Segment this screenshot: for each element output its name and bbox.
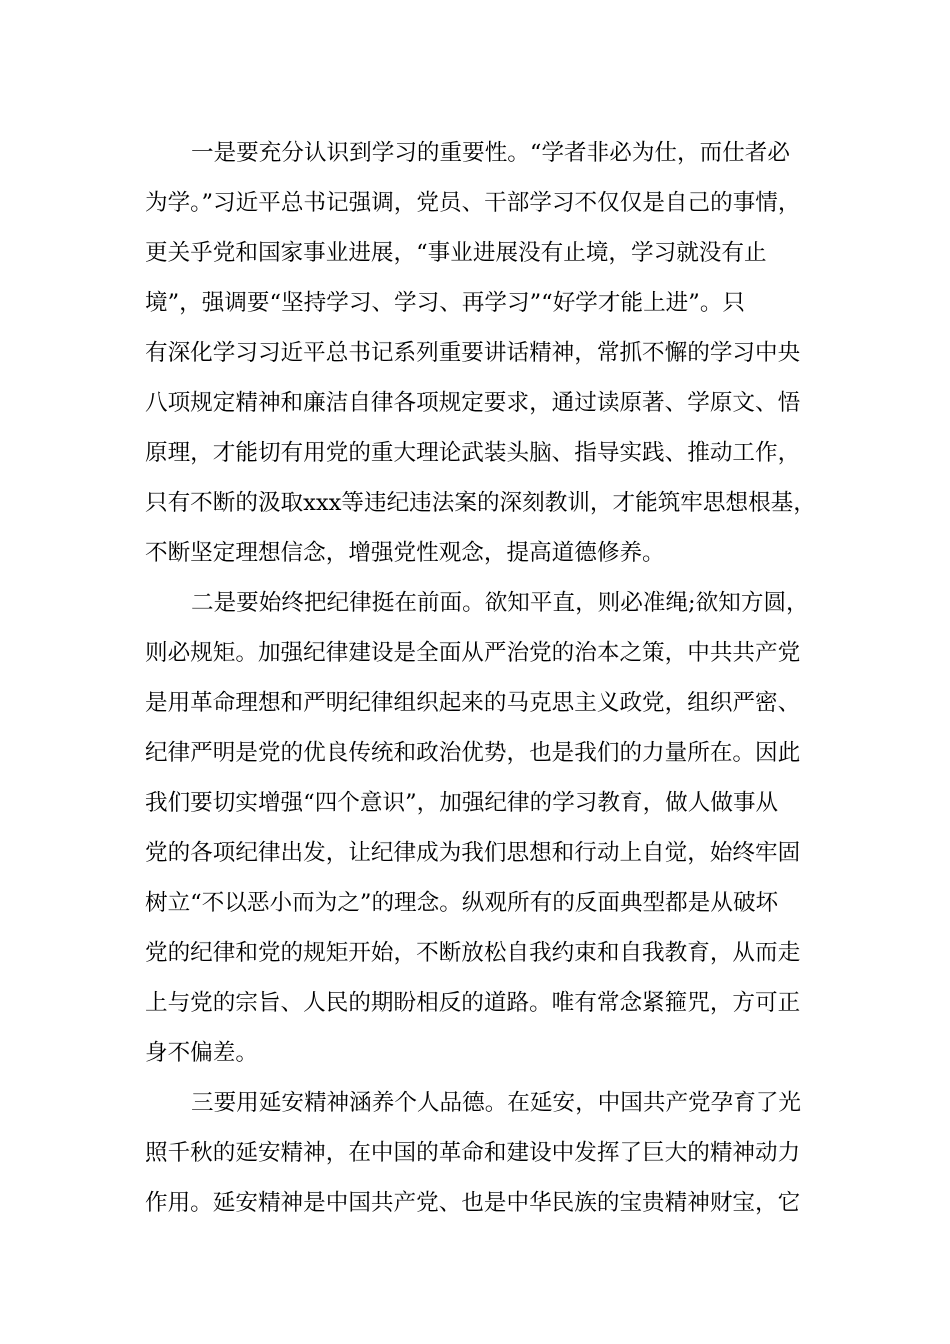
paragraph-2-line-9: 上与党的宗旨、人民的期盼相反的道路。唯有常念紧箍咒，方可正	[145, 990, 801, 1016]
paragraph-2-line-8: 党的纪律和党的规矩开始，不断放松自我约束和自我教育，从而走	[145, 940, 801, 966]
paragraph-3-line-3: 作用。延安精神是中国共产党、也是中华民族的宝贵精神财宝，它	[145, 1190, 801, 1216]
paragraph-1-line-2: 为学。”习近平总书记强调，党员、干部学习不仅仅是自己的事情，	[145, 190, 801, 216]
paragraph-2-line-6: 党的各项纪律出发，让纪律成为我们思想和行动上自觉，始终牢固	[145, 840, 801, 866]
paragraph-1-line-4: 境”，强调要“坚持学习、学习、再学习”“好学才能上进”。只	[145, 290, 746, 316]
paragraph-2-line-7: 树立“不以恶小而为之”的理念。纵观所有的反面典型都是从破坏	[145, 890, 779, 916]
paragraph-1-line-5: 有深化学习习近平总书记系列重要讲话精神，常抓不懈的学习中央	[145, 340, 801, 366]
paragraph-2-line-5: 我们要切实增强“四个意识”，加强纪律的学习教育，做人做事从	[145, 790, 779, 816]
paragraph-1-line-8: 只有不断的汲取xxx等违纪违法案的深刻教训，才能筑牢思想根基，	[145, 490, 816, 516]
paragraph-1-line-6: 八项规定精神和廉洁自律各项规定要求，通过读原著、学原文、悟	[145, 390, 801, 416]
paragraph-2-line-4: 纪律严明是党的优良传统和政治优势，也是我们的力量所在。因此	[145, 740, 801, 766]
paragraph-1-line-3: 更关乎党和国家事业进展，“事业进展没有止境，学习就没有止	[145, 240, 767, 266]
paragraph-3-line-1: 三要用延安精神涵养个人品德。在延安，中国共产党孕育了光	[191, 1090, 802, 1116]
paragraph-2-line-2: 则必规矩。加强纪律建设是全面从严治党的治本之策，中共共产党	[145, 640, 801, 666]
paragraph-2-line-3: 是用革命理想和严明纪律组织起来的马克思主义政党，组织严密、	[145, 690, 801, 716]
paragraph-2-line-1: 二是要始终把纪律挺在前面。欲知平直，则必准绳;欲知方圆，	[191, 590, 809, 616]
paragraph-2-line-10: 身不偏差。	[145, 1040, 258, 1066]
paragraph-1-line-9: 不断坚定理想信念，增强党性观念，提高道德修养。	[145, 540, 665, 566]
paragraph-1-line-7: 原理，才能切有用党的重大理论武装头脑、指导实践、推动工作，	[145, 440, 801, 466]
paragraph-1-line-1: 一是要充分认识到学习的重要性。“学者非必为仕，而仕者必	[191, 140, 790, 166]
paragraph-3-line-2: 照千秋的延安精神，在中国的革命和建设中发挥了巨大的精神动力	[145, 1140, 801, 1166]
